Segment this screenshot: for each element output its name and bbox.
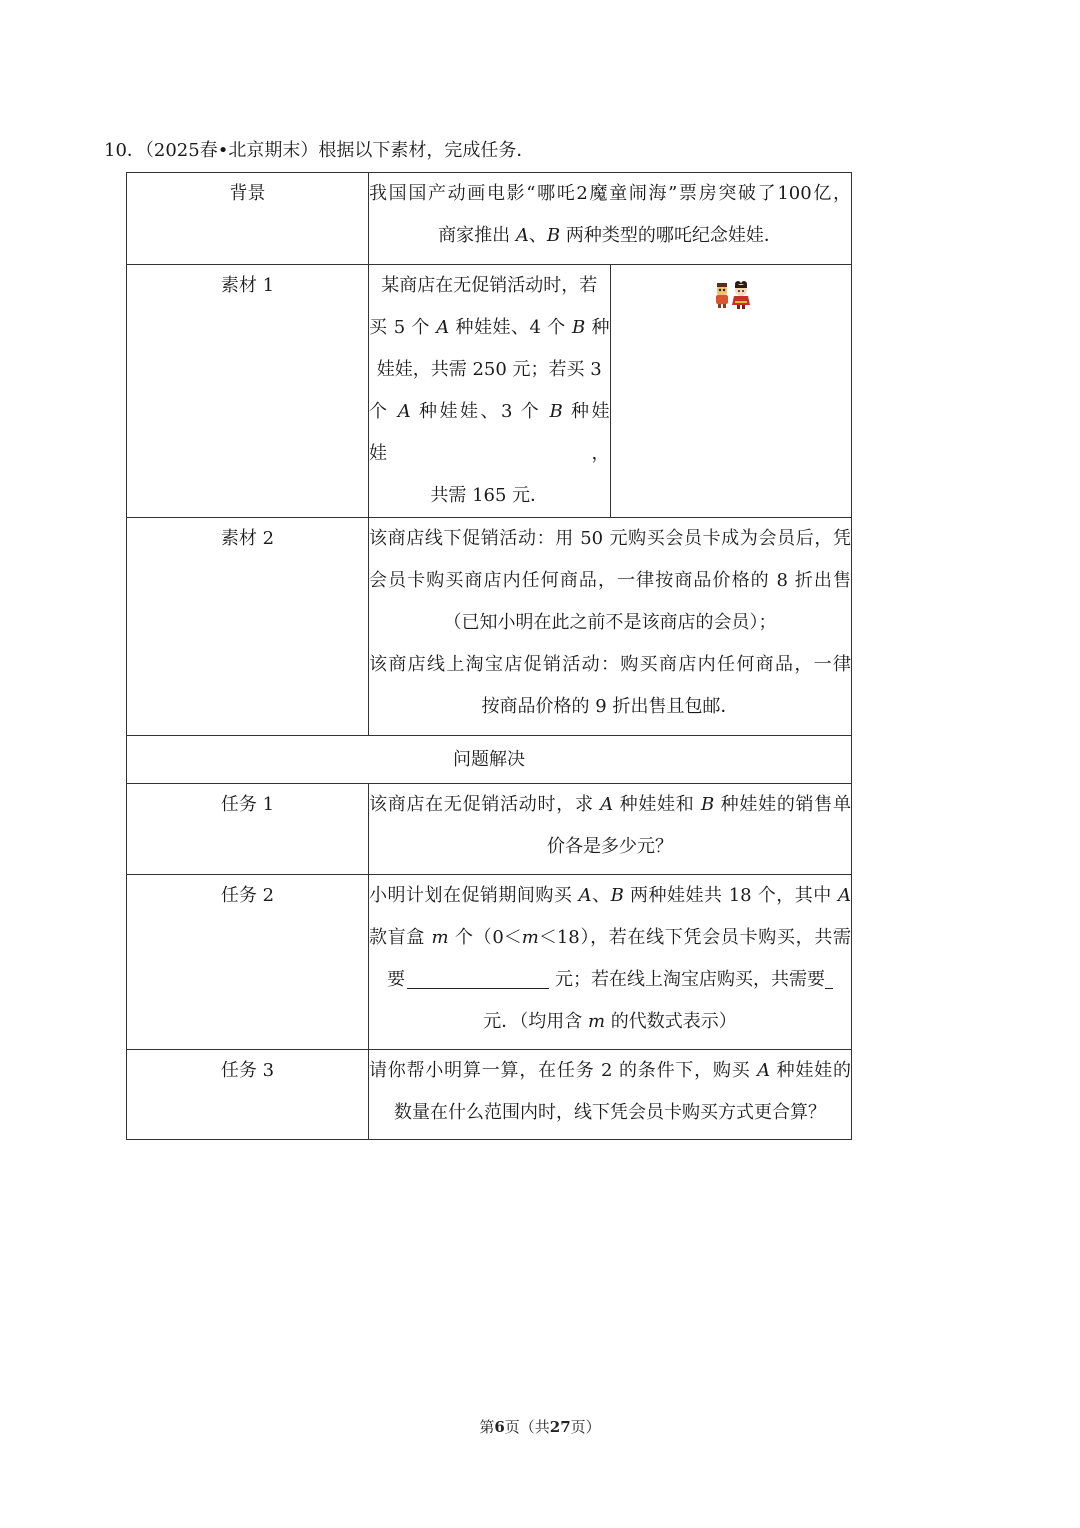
row-background: [127, 173, 852, 265]
background-line1: 我国国产动画电影“哪吒2魔童闹海”票房突破了100亿，: [369, 183, 851, 204]
content-task2: 小明计划在促销期间购买 A、B 两种娃娃共 18 个，其中 A 款盲盒 m 个（0＜m＜18），若在线下凭会员卡购买，共需 要 元；若在线上淘宝店购买，共需要 元．（均用含 m 的代数式表示）: [369, 875, 852, 1050]
nezha-dolls-image: [711, 279, 751, 329]
row-task3: [127, 1050, 852, 1140]
row-material2: [127, 518, 852, 736]
background-line2: 商家推出 A、B 两种类型的哪吒纪念娃娃．: [438, 225, 782, 246]
image-cell: [610, 265, 852, 518]
content-background: [369, 173, 852, 265]
label-material1: 素材 1: [127, 265, 369, 518]
row-section: [127, 736, 852, 784]
label-task2: 任务 2: [127, 875, 369, 1050]
row-material1: [127, 265, 852, 518]
row-task2: [127, 875, 852, 1050]
label-task3: 任务 3: [127, 1050, 369, 1140]
question-header: 10．（2025春•北京期末）根据以下素材，完成任务．: [104, 140, 535, 161]
section-title: 问题解决: [127, 736, 852, 784]
content-material1: 某商店在无促销活动时，若 买 5 个 A 种娃娃、4 个 B 种 娃娃，共需 250 元；若买 3 个 A 种娃娃、3 个 B 种娃娃， 共需 165 元．: [369, 265, 611, 518]
label-background: 背景: [127, 173, 369, 265]
label-task1: 任务 1: [127, 784, 369, 875]
label-material2: 素材 2: [127, 518, 369, 736]
answer-blank-online[interactable]: [825, 966, 833, 989]
answer-blank-offline[interactable]: [407, 966, 549, 989]
content-task1: 该商店在无促销活动时，求 A 种娃娃和 B 种娃娃的销售单 价各是多少元？: [369, 784, 852, 875]
content-material2: 该商店线下促销活动：用 50 元购买会员卡成为会员后，凭 会员卡购买商店内任何商品，一律按商品价格的 8 折出售 （已知小明在此之前不是该商店的会员）； 该商店线上淘宝店促销活动：购买商店内任何商品，一律 按商品价格的 9 折出售且包邮．: [369, 518, 852, 736]
row-task1: [127, 784, 852, 875]
task-table: [126, 172, 852, 1140]
content-task3: 请你帮小明算一算，在任务 2 的条件下，购买 A 种娃娃的 数量在什么范围内时，线下凭会员卡购买方式更合算？: [369, 1050, 852, 1140]
page-footer: 第6页（共27页）: [479, 1418, 601, 1436]
